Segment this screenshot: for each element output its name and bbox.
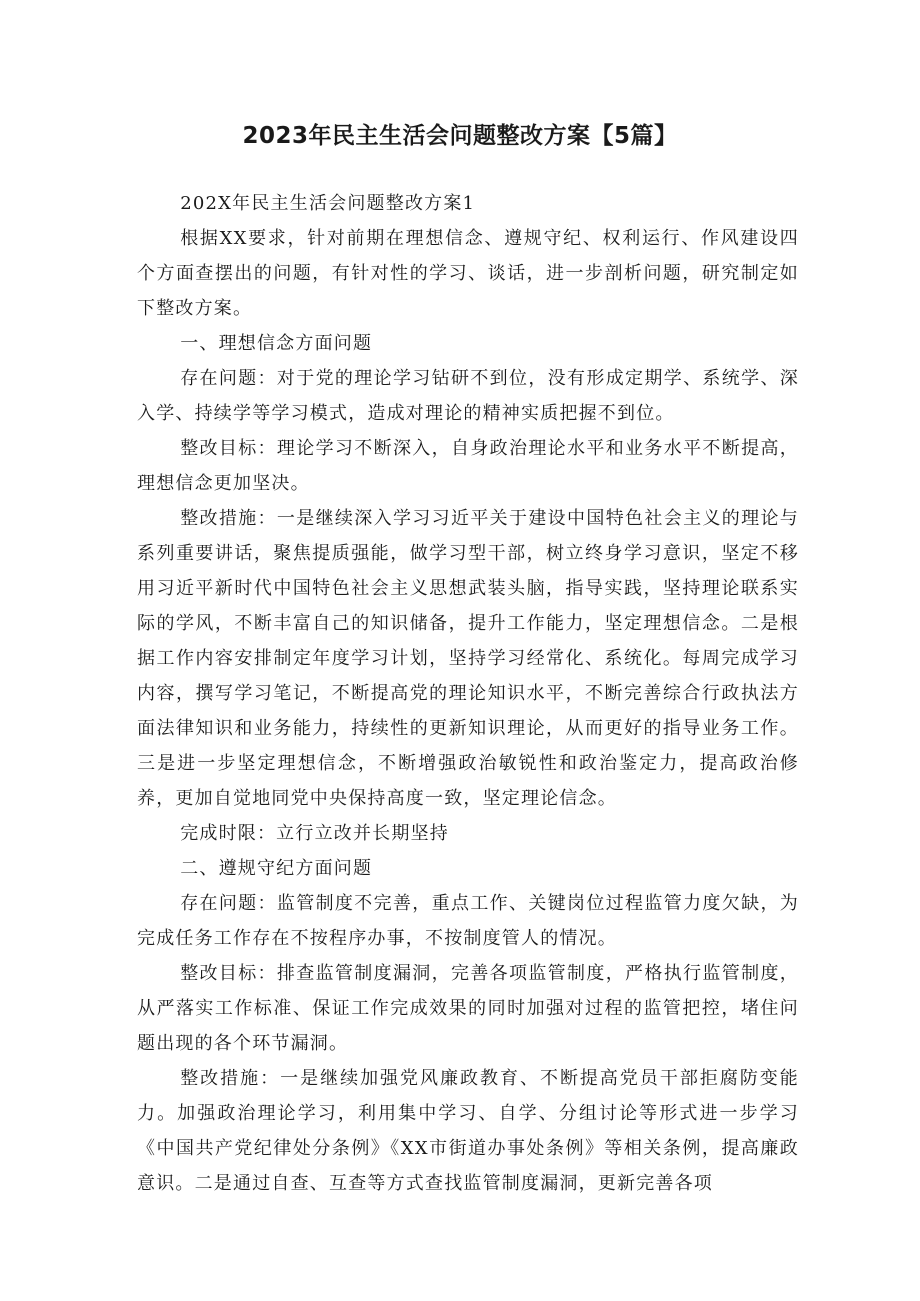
paragraph: 整改目标：排查监管制度漏洞，完善各项监管制度，严格执行监管制度，从严落实工作标准、保证工作完成效果的同时加强对过程的监管把控，堵住问题出现的各个环节漏洞。	[137, 963, 799, 1054]
section-heading: 二、遵规守纪方面问题	[180, 858, 373, 879]
document-title: 2023年民主生活会问题整改方案【5篇】	[242, 123, 678, 149]
section-heading: 202X年民主生活会问题整改方案1	[180, 193, 476, 214]
paragraph: 存在问题：监管制度不完善，重点工作、关键岗位过程监管力度欠缺，为完成任务工作存在不按程序办事，不按制度管人的情况。	[137, 893, 799, 949]
paragraph: 整改措施：一是继续深入学习习近平关于建设中国特色社会主义的理论与系列重要讲话，聚焦提质强能，做学习型干部，树立终身学习意识，坚定不移用习近平新时代中国特色社会主义思想武装头脑，指导实践，坚持理论联系实际的学风，不断丰富自己的知识储备，提升工作能力，坚定理想信念。二是根据工作内容安排制定年度学习计划，坚持学习经常化、系统化。每周完成学习内容，撰写学习笔记，不断提高党的理论知识水平，不断完善综合行政执法方面法律知识和业务能力，持续性的更新知识理论，从而更好的指导业务工作。三是进一步坚定理想信念，不断增强政治敏锐性和政治鉴定力，提高政治修养，更加自觉地同党中央保持高度一致，坚定理论信念。	[137, 508, 799, 809]
document-body	[137, 186, 799, 1201]
paragraph: 存在问题：对于党的理论学习钻研不到位，没有形成定期学、系统学、深入学、持续学等学习模式，造成对理论的精神实质把握不到位。	[137, 368, 799, 424]
section-heading: 一、理想信念方面问题	[180, 333, 373, 354]
paragraph: 整改措施：一是继续加强党风廉政教育、不断提高党员干部拒腐防变能力。加强政治理论学习，利用集中学习、自学、分组讨论等形式进一步学习《中国共产党纪律处分条例》《XX市街道办事处条例》等相关条例，提高廉政意识。二是通过自查、互查等方式查找监管制度漏洞，更新完善各项	[137, 1068, 799, 1194]
paragraph: 完成时限：立行立改并长期坚持	[180, 823, 449, 844]
paragraph: 整改目标：理论学习不断深入，自身政治理论水平和业务水平不断提高，理想信念更加坚决。	[137, 438, 799, 494]
intro-paragraph: 根据XX要求，针对前期在理想信念、遵规守纪、权利运行、作风建设四个方面查摆出的问题，有针对性的学习、谈话，进一步剖析问题，研究制定如下整改方案。	[137, 228, 799, 319]
